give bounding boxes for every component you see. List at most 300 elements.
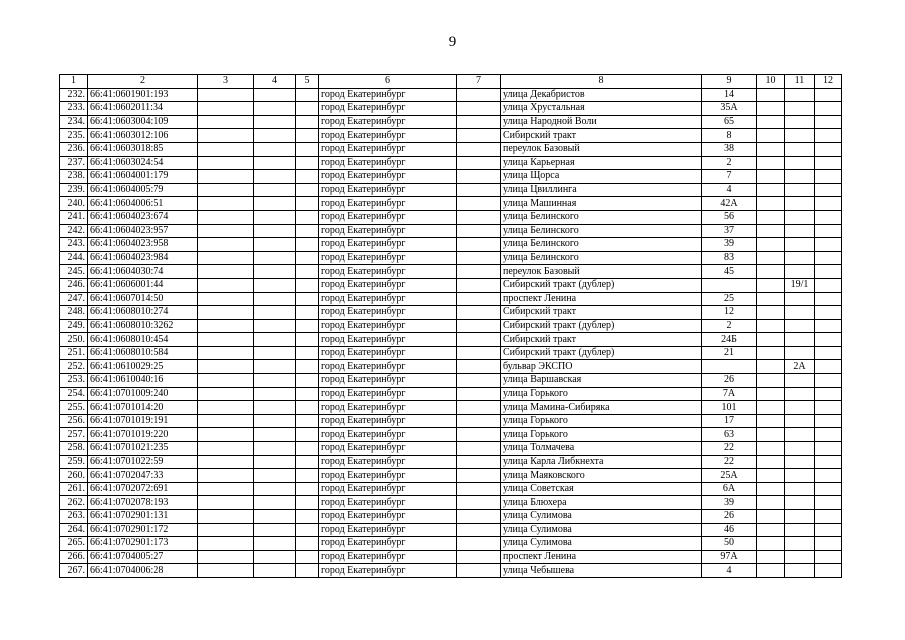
street-cell: улица Белинского [501,210,702,224]
col10-cell [757,142,785,156]
row-number-cell: 260. [60,469,88,483]
col7-cell [457,142,501,156]
house-cell: 46 [702,523,757,537]
col5-cell [296,510,319,524]
col4-cell [254,564,296,578]
house-cell: 2 [702,319,757,333]
table-row [60,319,842,333]
col10-cell [757,401,785,415]
street-cell: улица Народной Воли [501,115,702,129]
col3-cell [198,550,254,564]
table-header [60,75,842,89]
col5-cell [296,414,319,428]
col11-cell [785,428,815,442]
row-number-cell: 261. [60,482,88,496]
col3-cell [198,102,254,116]
col3-cell [198,306,254,320]
house-cell [702,360,757,374]
table-row [60,428,842,442]
city-cell: город Екатеринбург [319,360,457,374]
col11-cell [785,455,815,469]
page-number: 9 [448,34,457,50]
col12-cell [815,238,842,252]
col4-cell [254,537,296,551]
col4-cell [254,428,296,442]
col3-cell [198,115,254,129]
col11-cell [785,374,815,388]
col12-cell [815,265,842,279]
col12-cell [815,442,842,456]
city-cell: город Екатеринбург [319,183,457,197]
col5-cell [296,550,319,564]
city-cell: город Екатеринбург [319,482,457,496]
street-cell: улица Блюхера [501,496,702,510]
row-number-cell: 258. [60,442,88,456]
street-cell: улица Советская [501,482,702,496]
city-cell: город Екатеринбург [319,510,457,524]
col7-cell [457,319,501,333]
table-row [60,455,842,469]
row-number-cell: 248. [60,306,88,320]
col11-cell [785,550,815,564]
col12-cell [815,455,842,469]
col3-cell [198,469,254,483]
col7-cell [457,496,501,510]
house-cell: 65 [702,115,757,129]
col10-cell [757,442,785,456]
street-cell: улица Мамина-Сибиряка [501,401,702,415]
col4-cell [254,414,296,428]
col7-cell [457,88,501,102]
col12-cell [815,224,842,238]
col5-cell [296,387,319,401]
col7-cell [457,170,501,184]
col11-cell [785,319,815,333]
col11-cell [785,170,815,184]
col5-cell [296,292,319,306]
col3-cell [198,510,254,524]
house-cell: 83 [702,251,757,265]
row-number-cell: 253. [60,374,88,388]
col7-cell [457,550,501,564]
row-number-cell: 266. [60,550,88,564]
col10-cell [757,387,785,401]
col5-cell [296,346,319,360]
cadastral-number-cell: 66:41:0604023:957 [88,224,198,238]
col4-cell [254,210,296,224]
street-cell: улица Декабристов [501,88,702,102]
city-cell: город Екатеринбург [319,129,457,143]
col7-cell [457,156,501,170]
col3-cell [198,210,254,224]
col4-cell [254,251,296,265]
col5-cell [296,442,319,456]
street-cell: Сибирский тракт [501,306,702,320]
street-cell: улица Карла Либкнехта [501,455,702,469]
row-number-cell: 251. [60,346,88,360]
row-number-cell: 237. [60,156,88,170]
col11-cell [785,510,815,524]
house-cell: 39 [702,238,757,252]
col12-cell [815,129,842,143]
row-number-cell: 236. [60,142,88,156]
col11-cell [785,265,815,279]
col7-cell [457,224,501,238]
col10-cell [757,482,785,496]
house-cell: 8 [702,129,757,143]
col12-cell [815,537,842,551]
col10-cell [757,550,785,564]
cadastral-number-cell: 66:41:0608010:584 [88,346,198,360]
data-table [59,74,842,578]
street-cell: улица Горького [501,387,702,401]
cadastral-number-cell: 66:41:0701019:220 [88,428,198,442]
col10-cell [757,496,785,510]
table-row [60,142,842,156]
col7-cell [457,374,501,388]
row-number-cell: 262. [60,496,88,510]
city-cell: город Екатеринбург [319,265,457,279]
col10-cell [757,510,785,524]
city-cell: город Екатеринбург [319,224,457,238]
col5-cell [296,537,319,551]
row-number-cell: 249. [60,319,88,333]
city-cell: город Екатеринбург [319,306,457,320]
col10-cell [757,210,785,224]
table-row [60,414,842,428]
city-cell: город Екатеринбург [319,414,457,428]
col11-cell [785,442,815,456]
col3-cell [198,414,254,428]
cadastral-number-cell: 66:41:0701019:191 [88,414,198,428]
col3-cell [198,265,254,279]
house-cell: 21 [702,346,757,360]
col7-cell [457,238,501,252]
col7-cell [457,523,501,537]
col7-cell [457,510,501,524]
cadastral-number-cell: 66:41:0604006:51 [88,197,198,211]
table-row [60,346,842,360]
col7-cell [457,251,501,265]
col12-cell [815,428,842,442]
col4-cell [254,482,296,496]
row-number-cell: 241. [60,210,88,224]
col3-cell [198,523,254,537]
col12-cell [815,251,842,265]
cadastral-number-cell: 66:41:0608010:274 [88,306,198,320]
street-cell: бульвар ЭКСПО [501,360,702,374]
table-row [60,306,842,320]
table-body [60,88,842,577]
col10-cell [757,455,785,469]
col12-cell [815,482,842,496]
col4-cell [254,469,296,483]
col11-cell [785,142,815,156]
col5-cell [296,360,319,374]
col7-cell [457,265,501,279]
col4-cell [254,265,296,279]
col5-cell [296,469,319,483]
col4-cell [254,374,296,388]
street-cell: улица Цвиллинга [501,183,702,197]
col4-cell [254,496,296,510]
col5-cell [296,428,319,442]
col7-cell [457,102,501,116]
col4-cell [254,183,296,197]
table-row [60,442,842,456]
col12-cell [815,374,842,388]
header-cell-1: 1 [60,75,88,89]
city-cell: город Екатеринбург [319,278,457,292]
col4-cell [254,455,296,469]
col4-cell [254,115,296,129]
table-row [60,224,842,238]
col7-cell [457,360,501,374]
col11-cell [785,333,815,347]
street-cell: улица Белинского [501,224,702,238]
col3-cell [198,387,254,401]
header-cell-12: 12 [815,75,842,89]
cadastral-number-cell: 66:41:0604023:958 [88,238,198,252]
row-number-cell: 240. [60,197,88,211]
house-cell: 97А [702,550,757,564]
col5-cell [296,401,319,415]
col3-cell [198,496,254,510]
col11-cell [785,129,815,143]
street-cell: Сибирский тракт (дублер) [501,319,702,333]
city-cell: город Екатеринбург [319,564,457,578]
col5-cell [296,88,319,102]
house-cell: 37 [702,224,757,238]
city-cell: город Екатеринбург [319,550,457,564]
col4-cell [254,142,296,156]
col5-cell [296,224,319,238]
col5-cell [296,129,319,143]
table-row [60,156,842,170]
col5-cell [296,102,319,116]
table-row [60,129,842,143]
cadastral-number-cell: 66:41:0604023:674 [88,210,198,224]
city-cell: город Екатеринбург [319,346,457,360]
col11-cell [785,102,815,116]
house-cell: 6А [702,482,757,496]
row-number-cell: 256. [60,414,88,428]
col10-cell [757,292,785,306]
col5-cell [296,142,319,156]
col3-cell [198,455,254,469]
house-cell: 24Б [702,333,757,347]
col4-cell [254,306,296,320]
col5-cell [296,278,319,292]
city-cell: город Екатеринбург [319,428,457,442]
col10-cell [757,469,785,483]
col4-cell [254,333,296,347]
col5-cell [296,306,319,320]
street-cell: проспект Ленина [501,292,702,306]
row-number-cell: 254. [60,387,88,401]
col12-cell [815,210,842,224]
col7-cell [457,414,501,428]
table-row [60,510,842,524]
col3-cell [198,170,254,184]
row-number-cell: 263. [60,510,88,524]
col10-cell [757,156,785,170]
row-number-cell: 244. [60,251,88,265]
col5-cell [296,333,319,347]
col10-cell [757,319,785,333]
table-row [60,115,842,129]
house-cell [702,278,757,292]
house-cell: 14 [702,88,757,102]
house-cell: 12 [702,306,757,320]
house-cell: 22 [702,442,757,456]
col10-cell [757,197,785,211]
col7-cell [457,183,501,197]
col12-cell [815,278,842,292]
col11-cell [785,292,815,306]
col3-cell [198,537,254,551]
house-cell: 63 [702,428,757,442]
col7-cell [457,129,501,143]
row-number-cell: 232. [60,88,88,102]
col7-cell [457,537,501,551]
header-cell-3: 3 [198,75,254,89]
house-cell: 50 [702,537,757,551]
cadastral-number-cell: 66:41:0603024:54 [88,156,198,170]
col12-cell [815,550,842,564]
col4-cell [254,170,296,184]
street-cell: улица Горького [501,428,702,442]
header-cell-11: 11 [785,75,815,89]
col4-cell [254,292,296,306]
cadastral-number-cell: 66:41:0701021:235 [88,442,198,456]
city-cell: город Екатеринбург [319,88,457,102]
col12-cell [815,360,842,374]
city-cell: город Екатеринбург [319,319,457,333]
table-row [60,387,842,401]
col3-cell [198,346,254,360]
city-cell: город Екатеринбург [319,197,457,211]
street-cell: переулок Базовый [501,265,702,279]
col12-cell [815,523,842,537]
col3-cell [198,88,254,102]
col3-cell [198,442,254,456]
street-cell: улица Горького [501,414,702,428]
row-number-cell: 234. [60,115,88,129]
house-cell: 38 [702,142,757,156]
city-cell: город Екатеринбург [319,238,457,252]
col7-cell [457,455,501,469]
col10-cell [757,251,785,265]
cadastral-number-cell: 66:41:0601901:193 [88,88,198,102]
row-number-cell: 243. [60,238,88,252]
house-cell: 39 [702,496,757,510]
house-cell: 22 [702,455,757,469]
col7-cell [457,210,501,224]
city-cell: город Екатеринбург [319,523,457,537]
col10-cell [757,374,785,388]
col4-cell [254,510,296,524]
col11-cell [785,183,815,197]
col7-cell [457,306,501,320]
col7-cell [457,292,501,306]
col4-cell [254,319,296,333]
col3-cell [198,197,254,211]
cadastral-number-cell: 66:41:0702901:131 [88,510,198,524]
cadastral-number-cell: 66:41:0603004:109 [88,115,198,129]
col5-cell [296,251,319,265]
col3-cell [198,224,254,238]
city-cell: город Екатеринбург [319,496,457,510]
col3-cell [198,156,254,170]
col4-cell [254,523,296,537]
city-cell: город Екатеринбург [319,210,457,224]
col11-cell [785,197,815,211]
row-number-cell: 246. [60,278,88,292]
table-row [60,550,842,564]
col3-cell [198,374,254,388]
col5-cell [296,564,319,578]
header-cell-7: 7 [457,75,501,89]
col3-cell [198,401,254,415]
street-cell: улица Маяковского [501,469,702,483]
col12-cell [815,387,842,401]
table-row [60,210,842,224]
col7-cell [457,346,501,360]
table-row [60,564,842,578]
col12-cell [815,496,842,510]
header-cell-4: 4 [254,75,296,89]
col12-cell [815,333,842,347]
cadastral-number-cell: 66:41:0610040:16 [88,374,198,388]
col4-cell [254,238,296,252]
col5-cell [296,210,319,224]
cadastral-number-cell: 66:41:0606001:44 [88,278,198,292]
col11-cell: 19/1 [785,278,815,292]
street-cell: улица Сулимова [501,510,702,524]
col12-cell [815,346,842,360]
city-cell: город Екатеринбург [319,374,457,388]
col12-cell [815,469,842,483]
cadastral-number-cell: 66:41:0702901:173 [88,537,198,551]
col12-cell [815,319,842,333]
col7-cell [457,469,501,483]
col7-cell [457,564,501,578]
cadastral-number-cell: 66:41:0610029:25 [88,360,198,374]
col7-cell [457,333,501,347]
cadastral-number-cell: 66:41:0604001:179 [88,170,198,184]
col10-cell [757,115,785,129]
cadastral-number-cell: 66:41:0702078:193 [88,496,198,510]
col12-cell [815,183,842,197]
table-row [60,238,842,252]
cadastral-number-cell: 66:41:0608010:454 [88,333,198,347]
city-cell: город Екатеринбург [319,102,457,116]
col10-cell [757,278,785,292]
house-cell: 45 [702,265,757,279]
street-cell: улица Хрустальная [501,102,702,116]
house-cell: 42А [702,197,757,211]
city-cell: город Екатеринбург [319,142,457,156]
row-number-cell: 252. [60,360,88,374]
col4-cell [254,442,296,456]
cadastral-number-cell: 66:41:0702047:33 [88,469,198,483]
row-number-cell: 245. [60,265,88,279]
header-cell-2: 2 [88,75,198,89]
table-row [60,292,842,306]
col11-cell [785,523,815,537]
street-cell: улица Машинная [501,197,702,211]
